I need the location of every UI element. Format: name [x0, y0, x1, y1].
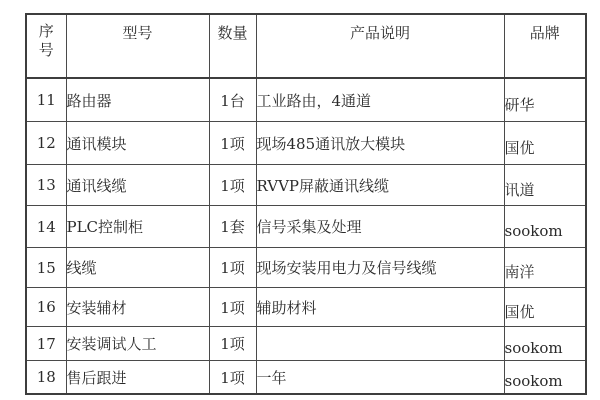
- table-row: [26, 327, 586, 361]
- brand-text: 南洋: [504, 263, 535, 281]
- cell-description: 现场安装用电力及信号线缆: [256, 248, 504, 288]
- col-header-brand: [504, 14, 586, 78]
- table-row: [26, 165, 586, 206]
- cell-brand: [504, 288, 586, 327]
- brand-text: 研华: [504, 95, 535, 114]
- cell-brand: [504, 206, 586, 248]
- cell-index: 17: [26, 327, 66, 361]
- cell-brand: [504, 122, 586, 165]
- brand-text: sookom: [504, 338, 563, 357]
- cell-index: 14: [26, 206, 66, 248]
- cell-brand: [504, 327, 586, 361]
- cell-model: 路由器: [66, 78, 209, 122]
- cell-description: RVVP屏蔽通讯线缆: [256, 165, 504, 206]
- table-row: [26, 361, 586, 395]
- table-header: [26, 14, 586, 78]
- cell-description: 信号采集及处理: [256, 206, 504, 248]
- col-header-index-label: 序号: [38, 22, 54, 59]
- cell-index: 16: [26, 288, 66, 327]
- cell-quantity: 1项: [209, 165, 256, 206]
- cell-quantity: 1项: [209, 248, 256, 288]
- cell-quantity: 1项: [209, 288, 256, 327]
- header-row: [26, 14, 586, 78]
- table-row: [26, 122, 586, 165]
- cell-model: 售后跟进: [66, 361, 209, 395]
- cell-quantity: 1台: [209, 78, 256, 122]
- table-row: [26, 78, 586, 122]
- col-header-model: [66, 14, 209, 78]
- cell-brand: [504, 248, 586, 288]
- cell-brand: [504, 78, 586, 122]
- table-row: [26, 248, 586, 288]
- cell-model: 安装辅材: [66, 288, 209, 327]
- col-header-model-label: 型号: [122, 24, 153, 42]
- cell-index: 15: [26, 248, 66, 288]
- cell-description: 现场485通讯放大模块: [256, 122, 504, 165]
- cell-index: 12: [26, 122, 66, 165]
- col-header-quantity-label: 数量: [217, 24, 248, 42]
- table-row: [26, 206, 586, 248]
- col-header-brand-label: 品牌: [529, 24, 560, 42]
- product-spec-table: [25, 13, 587, 395]
- cell-model: PLC控制柜: [66, 206, 209, 248]
- cell-description: 工业路由，4通道: [256, 78, 504, 122]
- brand-text: sookom: [504, 221, 563, 240]
- table-row: [26, 288, 586, 327]
- table-body: [26, 78, 586, 394]
- cell-model: 安装调试人工: [66, 327, 209, 361]
- cell-brand: [504, 165, 586, 206]
- cell-index: 13: [26, 165, 66, 206]
- col-header-quantity: [209, 14, 256, 78]
- brand-text: 国优: [504, 302, 535, 321]
- cell-model: 通讯线缆: [66, 165, 209, 206]
- cell-quantity: 1项: [209, 122, 256, 165]
- cell-index: 11: [26, 78, 66, 122]
- cell-description: [256, 327, 504, 361]
- cell-quantity: 1项: [209, 327, 256, 361]
- cell-quantity: 1套: [209, 206, 256, 248]
- cell-quantity: 1项: [209, 361, 256, 395]
- cell-model: 线缆: [66, 248, 209, 288]
- col-header-index: [26, 14, 66, 78]
- cell-description: 辅助材料: [256, 288, 504, 327]
- brand-text: 国优: [504, 138, 535, 157]
- cell-model: 通讯模块: [66, 122, 209, 165]
- col-header-description: [256, 14, 504, 78]
- cell-description: 一年: [256, 361, 504, 395]
- brand-text: sookom: [504, 372, 563, 390]
- brand-text: 讯道: [504, 180, 535, 199]
- cell-brand: [504, 361, 586, 395]
- cell-index: 18: [26, 361, 66, 395]
- col-header-description-label: 产品说明: [349, 24, 410, 42]
